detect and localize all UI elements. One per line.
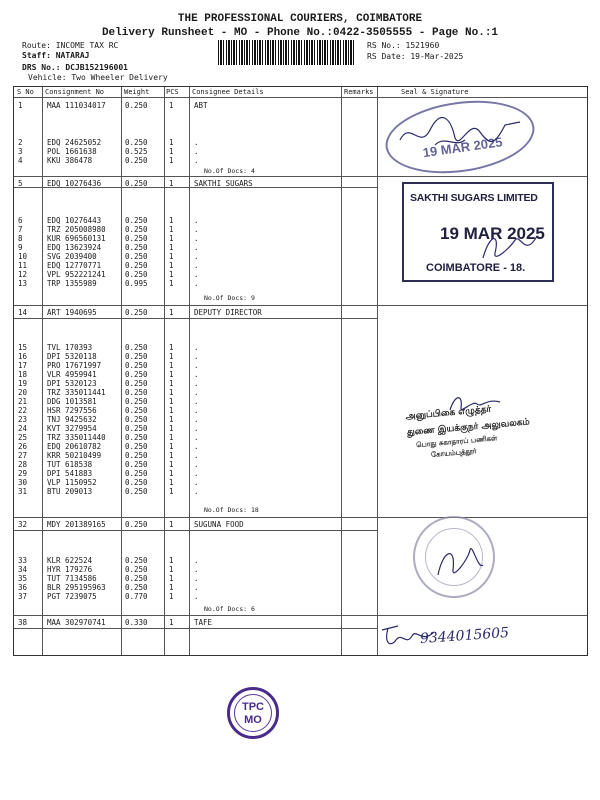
table-row: 1 MAA 111034017 0.250 1 ABT <box>18 101 208 110</box>
col-header-weight: Weight <box>124 88 150 96</box>
row-divider <box>14 628 377 629</box>
table-row: 6 EDQ 10276443 0.250 1 . <box>18 216 199 225</box>
table-row: 12 VPL 952221241 0.250 1 . <box>18 270 199 279</box>
sakthi-stamp-city: COIMBATORE - 18. <box>426 262 526 274</box>
table-row: 8 KUR 696560131 0.250 1 . <box>18 234 199 243</box>
tamil-stamp-line4: கோயம்புத்தூர் <box>430 447 477 460</box>
drs-line: DRS No.: DCJB152196001 <box>22 63 128 72</box>
table-row: 20 TRZ 335011441 0.250 1 . <box>18 388 199 397</box>
suguna-signature <box>428 540 488 585</box>
group-divider <box>14 517 587 518</box>
col-header-pcs: PCS <box>166 88 179 96</box>
table-row: 14 ART 1940695 0.250 1 DEPUTY DIRECTOR <box>18 308 262 317</box>
table-row: 11 EDQ 12770771 0.250 1 . <box>18 261 199 270</box>
handwritten-phone: 9344015605 <box>419 624 510 648</box>
table-row: 15 TVL 170393 0.250 1 . <box>18 343 199 352</box>
rs-no-line: RS No.: 1521960 <box>367 41 440 50</box>
col-header-seal: Seal & Signature <box>401 88 469 96</box>
table-row: 17 PRO 17671997 0.250 1 . <box>18 361 199 370</box>
table-row: 32 MDY 201389165 0.250 1 SUGUNA FOOD <box>18 520 244 529</box>
abt-stamp-date: 19 MAR 2025 <box>421 134 504 161</box>
table-row: 35 TUT 7134586 0.250 1 . <box>18 574 199 583</box>
tpc-stamp-line2: MO <box>244 714 262 726</box>
table-row: 18 VLR 4959941 0.250 1 . <box>18 370 199 379</box>
table-row: 16 DPI 5320118 0.250 1 . <box>18 352 199 361</box>
tamil-stamp-line3: பொது சுகாதாரப் பணிகள் <box>415 434 498 450</box>
table-row: 24 KVT 3279954 0.250 1 . <box>18 424 199 433</box>
row-divider <box>14 530 377 531</box>
col-header-consignee: Consignee Details <box>192 88 264 96</box>
col-header-sno: S No <box>17 88 34 96</box>
sakthi-stamp-name: SAKTHI SUGARS LIMITED <box>410 192 538 204</box>
vehicle-value: Two Wheeler Delivery <box>71 73 168 82</box>
tamil-stamp-line2: துணை இயக்குநர் அலுவலகம் <box>406 417 531 439</box>
tamil-stamp-line1: அனுப்பிகை எழுத்தர் <box>405 404 492 423</box>
table-row: 21 DDG 1013581 0.250 1 . <box>18 397 199 406</box>
table-row: 22 HSR 7297556 0.250 1 . <box>18 406 199 415</box>
table-row: 10 SVG 2039400 0.250 1 . <box>18 252 199 261</box>
staff-line: Staff: NATARAJ <box>22 51 90 60</box>
sakthi-signature <box>475 228 545 268</box>
runsheet-title: Delivery Runsheet - MO - Phone No.:0422-3505555 - Page No.:1 <box>101 27 499 39</box>
table-row: 31 BTU 209013 0.250 1 . <box>18 487 199 496</box>
docs-count: No.Of Docs: 9 <box>204 294 255 302</box>
row-divider <box>14 318 377 319</box>
table-row: 13 TRP 1355989 0.995 1 . <box>18 279 199 288</box>
rs-date-line: RS Date: 19-Mar-2025 <box>367 52 464 61</box>
table-row: 25 TRZ 335011440 0.250 1 . <box>18 433 199 442</box>
table-row: 29 DPI 541883 0.250 1 . <box>18 469 199 478</box>
staff-value: NATARAJ <box>55 51 90 60</box>
table-row: 27 KRR 50210499 0.250 1 . <box>18 451 199 460</box>
header-divider <box>14 97 587 98</box>
company-title: THE PROFESSIONAL COURIERS, COIMBATORE <box>177 13 423 25</box>
sakthi-stamp-date: 19 MAR 2025 <box>440 224 545 243</box>
table-row: 36 BLR 295195963 0.250 1 . <box>18 583 199 592</box>
group-divider <box>14 305 587 306</box>
table-row: 28 TUT 618538 0.250 1 . <box>18 460 199 469</box>
table-row: 38 MAA 302970741 0.330 1 TAFE <box>18 618 213 627</box>
route-value: INCOME TAX RC <box>55 41 119 50</box>
runsheet-table <box>13 86 588 656</box>
table-row: 30 VLP 1150952 0.250 1 . <box>18 478 199 487</box>
abt-signature <box>395 110 525 155</box>
table-row: 23 TNJ 9425632 0.250 1 . <box>18 415 199 424</box>
table-row: 5 EDQ 10276436 0.250 1 SAKTHI SUGARS <box>18 179 253 188</box>
table-row: 33 KLR 622524 0.250 1 . <box>18 556 199 565</box>
table-row: 37 PGT 7239075 0.770 1 . <box>18 592 199 601</box>
tpc-mo-stamp <box>227 687 279 739</box>
table-row: 26 EDQ 20610782 0.250 1 . <box>18 442 199 451</box>
table-row: 34 HYR 179276 0.250 1 . <box>18 565 199 574</box>
drs-value: DCJB152196001 <box>65 63 128 72</box>
barcode <box>218 40 356 65</box>
table-row: 7 TRZ 205008980 0.250 1 . <box>18 225 199 234</box>
group-divider <box>14 176 587 177</box>
route-line: Route: INCOME TAX RC <box>22 41 119 50</box>
table-row: 9 EDQ 13623924 0.250 1 . <box>18 243 199 252</box>
table-row: 3 POL 1661638 0.525 1 . <box>18 147 199 156</box>
docs-count: No.Of Docs: 4 <box>204 167 255 175</box>
table-row: 4 KKU 386478 0.250 1 . <box>18 156 199 165</box>
group-divider <box>14 615 587 616</box>
table-row: 2 EDQ 24625052 0.250 1 . <box>18 138 199 147</box>
rs-date-value: 19-Mar-2025 <box>410 52 464 61</box>
col-header-consignment: Consignment No <box>45 88 105 96</box>
table-row: 19 DPI 5320123 0.250 1 . <box>18 379 199 388</box>
docs-count: No.Of Docs: 6 <box>204 605 255 613</box>
docs-count: No.Of Docs: 18 <box>204 506 259 514</box>
rs-no-value: 1521960 <box>405 41 440 50</box>
vehicle-line: Vehicle: Two Wheeler Delivery <box>28 73 168 82</box>
col-divider <box>377 87 378 655</box>
col-header-remarks: Remarks <box>344 88 374 96</box>
tamil-office-stamp <box>405 398 570 482</box>
tpc-stamp-line1: TPC <box>242 701 264 713</box>
